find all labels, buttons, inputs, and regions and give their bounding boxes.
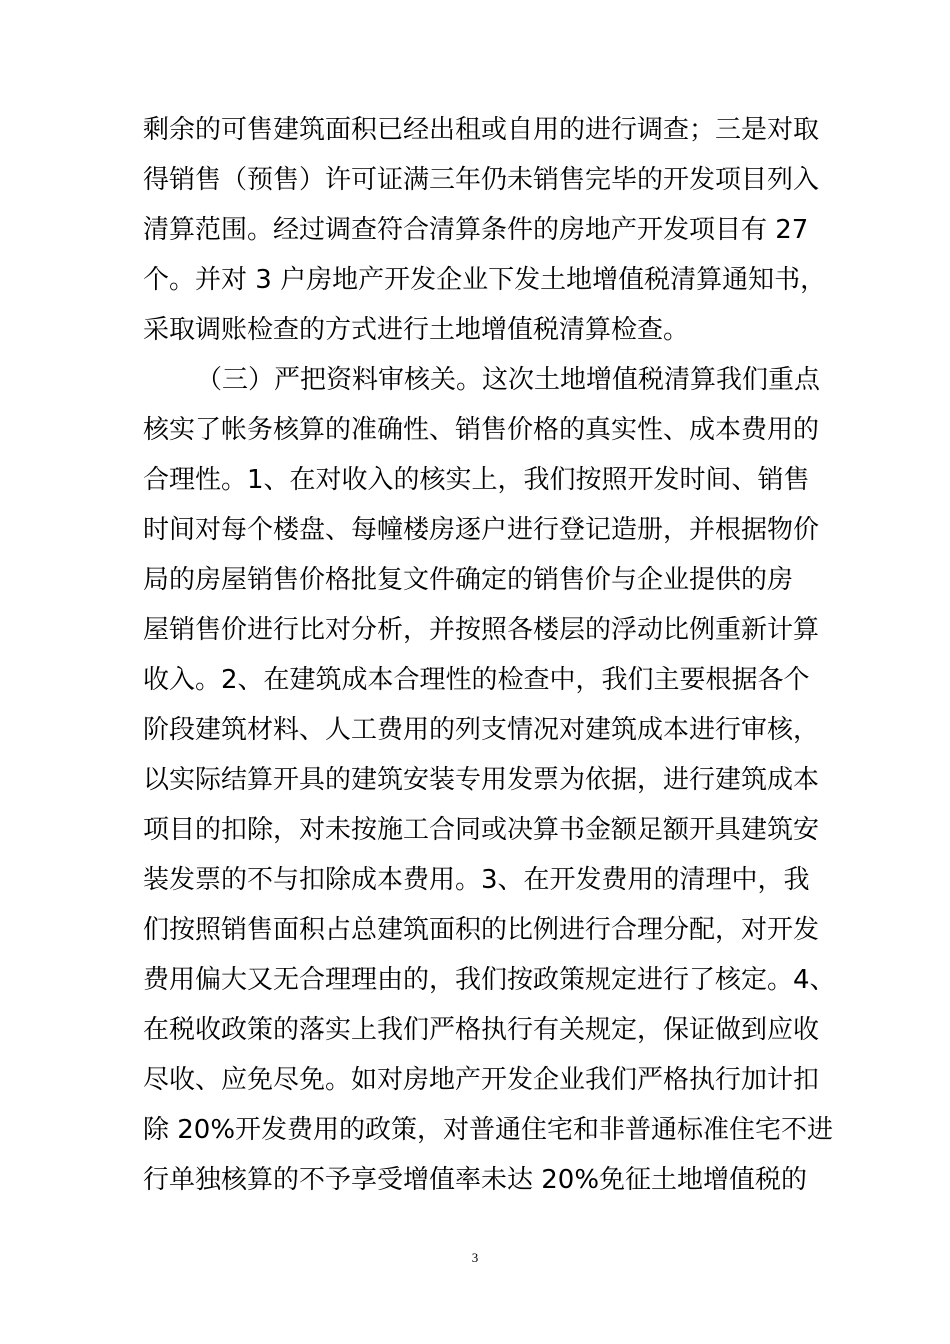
text-line: 除 20%开发费用的政策，对普通住宅和非普通标准住宅不进 xyxy=(143,1115,834,1145)
page-number: 3 xyxy=(471,1250,479,1265)
text-line: 剩余的可售建筑面积已经出租或自用的进行调查；三是对取 xyxy=(143,115,820,145)
text-line: 局的房屋销售价格批复文件确定的销售价与企业提供的房 xyxy=(143,565,794,595)
text-line: 核实了帐务核算的准确性、销售价格的真实性、成本费用的 xyxy=(143,415,820,445)
text-line: 时间对每个楼盘、每幢楼房逐户进行登记造册，并根据物价 xyxy=(143,515,820,545)
paragraph-first-line: （三）严把资料审核关。这次土地增值税清算我们重点 xyxy=(196,365,821,395)
text-line: 项目的扣除，对未按施工合同或决算书金额足额开具建筑安 xyxy=(143,815,820,845)
text-line: 费用偏大又无合理理由的，我们按政策规定进行了核定。4、 xyxy=(143,965,836,995)
text-line: 尽收、应免尽免。如对房地产开发企业我们严格执行加计扣 xyxy=(143,1065,820,1095)
text-line: 在税收政策的落实上我们严格执行有关规定，保证做到应收 xyxy=(143,1015,820,1045)
text-line: 采取调账检查的方式进行土地增值税清算检查。 xyxy=(143,315,690,345)
text-line: 阶段建筑材料、人工费用的列支情况对建筑成本进行审核， xyxy=(143,715,820,745)
text-line: 行单独核算的不予享受增值率未达 20%免征土地增值税的 xyxy=(143,1165,808,1195)
text-line: 收入。2、在建筑成本合理性的检查中，我们主要根据各个 xyxy=(143,665,810,695)
text-line: 装发票的不与扣除成本费用。3、在开发费用的清理中，我 xyxy=(143,865,810,895)
text-line: 以实际结算开具的建筑安装专用发票为依据，进行建筑成本 xyxy=(143,765,820,795)
text-line: 们按照销售面积占总建筑面积的比例进行合理分配，对开发 xyxy=(143,915,820,945)
text-line: 清算范围。经过调查符合清算条件的房地产开发项目有 27 xyxy=(143,215,809,245)
text-line: 个。并对 3 户房地产开发企业下发土地增值税清算通知书， xyxy=(143,265,827,295)
text-line: 合理性。1、在对收入的核实上，我们按照开发时间、销售 xyxy=(143,465,810,495)
text-line: 屋销售价进行比对分析，并按照各楼层的浮动比例重新计算 xyxy=(143,615,820,645)
text-line: 得销售（预售）许可证满三年仍未销售完毕的开发项目列入 xyxy=(143,165,820,195)
